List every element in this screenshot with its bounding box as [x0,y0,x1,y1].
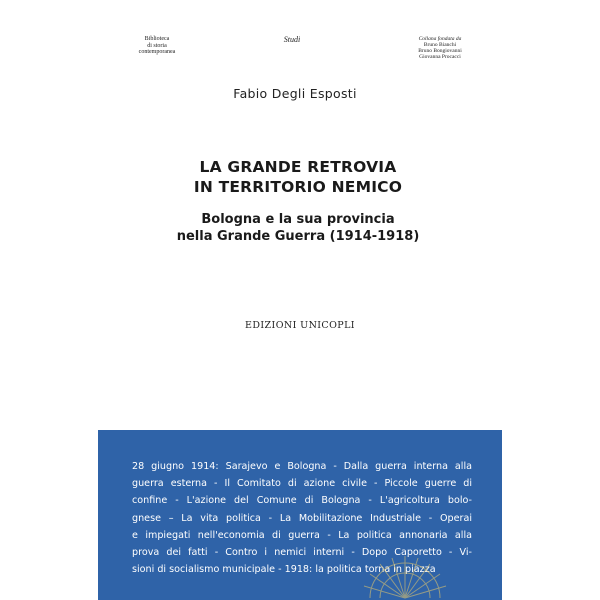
contents-line: prova dei fatti - Contro i nemici interni - Dopo Caporetto - Vi- [132,547,472,559]
book-title-line: IN TERRITORIO NEMICO [193,178,403,196]
series-title: Studi [283,35,301,44]
series-founder-name: Bruno Bianchi [423,42,457,48]
author-name: Fabio Degli Esposti [233,86,357,101]
series-left-line: Biblioteca [144,36,170,42]
sun-rays-icon [360,550,450,600]
book-title [0,157,596,197]
book-subtitle-line: Bologna e la sua provincia [201,212,395,227]
publisher-name: EDIZIONI UNICOPLI [245,320,355,331]
contents-line: gnese – La vita politica - La Mobilitazione Industriale - Operai [132,512,472,524]
book-subtitle [0,211,596,245]
series-founder-name: Bruno Bongiovanni [418,48,462,54]
series-founders [410,36,470,60]
contents-line: guerra esterna - Il Comitato di azione civile - Piccole guerre di [132,478,472,490]
series-left-line: di storia [147,42,167,49]
contents-line: 28 giugno 1914: Sarajevo e Bologna - Dalla guerra interna alla [132,461,472,472]
series-founder-name: Giovanna Procacci [419,54,461,60]
series-left-line: contemporanea [138,49,176,55]
contents-line: sioni di socialismo municipale - 1918: la politica torna in piazza [132,564,436,576]
book-title-line: LA GRANDE RETROVIA [199,158,397,176]
book-subtitle-line: nella Grande Guerra (1914-1918) [176,229,420,244]
series-founders-label: Collana fondata da [418,36,462,42]
contents-panel [98,430,502,600]
contents-line: confine - L'azione del Comune di Bologna - L'agricoltura bolo- [132,495,472,507]
contents-line: e impiegati nell'economia di guerra - La politica annonaria alla [132,529,472,541]
